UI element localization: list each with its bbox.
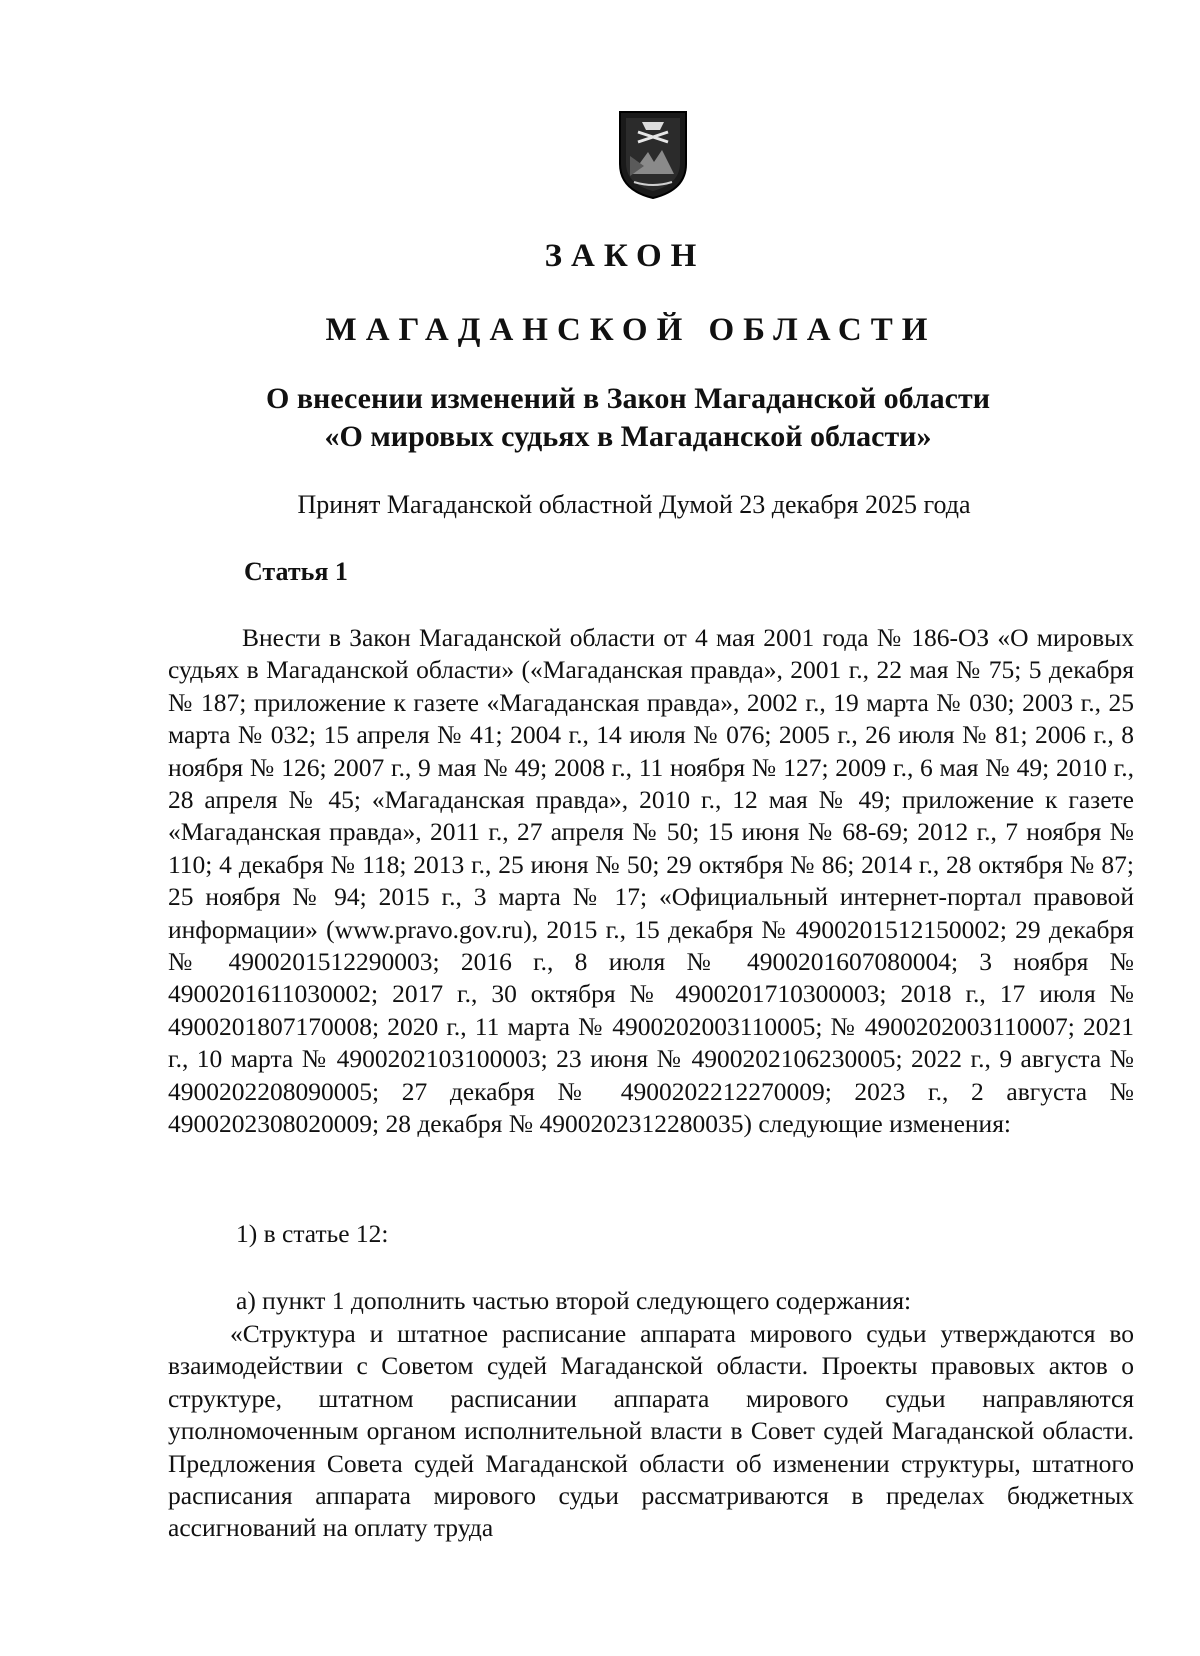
article-item-1a: а) пункт 1 дополнить частью второй следующего содержания:	[236, 1286, 912, 1315]
article-quote: «Структура и штатное расписание аппарата мирового судьи утверждаются во взаимодействии с Советом судей Магаданской области. Проекты правовых актов о структуре, штатном расписании аппарата мирового судьи направляются уполномоченным органом исполнительной власти в Совет судей Магаданской области. Предложения Совета судей Магаданской области об изменении структуры, штатного расписания аппарата мирового судьи рассматриваются в пределах бюджетных ассигнований на оплату труда	[168, 1319, 1134, 1543]
law-region-title: МАГАДАНСКОЙ ОБЛАСТИ	[325, 312, 937, 348]
article-title: Статья 1	[244, 557, 348, 586]
law-subject	[0, 380, 1200, 456]
law-subject-line-1: О внесении изменений в Закон Магаданской области	[266, 382, 990, 415]
article-paragraph-1: Внести в Закон Магаданской области от 4 мая 2001 года № 186-ОЗ «О мировых судьях в Магаданской области» («Магаданская правда», 2001 г., 22 мая № 75; 5 декабря № 187; приложение к газете «Магаданская правда», 2002 г., 19 марта № 030; 2003 г., 25 марта № 032; 15 апреля № 41; 2004 г., 14 июля № 076; 2005 г., 26 июля № 81; 2006 г., 8 ноября № 126; 2007 г., 9 мая № 49; 2008 г., 11 ноября № 127; 2009 г., 6 мая № 49; 2010 г., 28 апреля № 45; «Магаданская правда», 2010 г., 12 мая № 49; приложение к газете «Магаданская правда», 2011 г., 27 апреля № 50; 15 июня № 68-69; 2012 г., 7 ноября № 110; 4 декабря № 118; 2013 г., 25 июня № 50; 29 октября № 86; 2014 г., 28 октября № 87; 25 ноября № 94; 2015 г., 3 марта № 17; «Официальный интернет-портал правовой информации» (www.pravo.gov.ru), 2015 г., 15 декабря № 4900201512150002; 29 декабря № 4900201512290003; 2016 г., 8 июля № 4900201607080004; 3 ноября № 4900201611030002; 2017 г., 30 октября № 4900201710300003; 2018 г., 17 июля № 4900201807170008; 2020 г., 11 марта № 4900202003110005; № 4900202003110007; 2021 г., 10 марта № 4900202103100003; 23 июня № 4900202106230005; 2022 г., 9 августа № 4900202208090005; 27 декабря № 4900202212270009; 2023 г., 2 августа № 4900202308020009; 28 декабря № 4900202312280035) следующие изменения:	[168, 623, 1134, 1139]
adoption-statement: Принят Магаданской областной Думой 23 декабря 2025 года	[297, 490, 971, 519]
article-item-1: 1) в статье 12:	[236, 1219, 389, 1248]
law-title: ЗАКОН	[544, 238, 706, 274]
coat-of-arms-icon	[614, 108, 692, 200]
law-subject-line-2: «О мировых судьях в Магаданской области»	[324, 420, 932, 453]
